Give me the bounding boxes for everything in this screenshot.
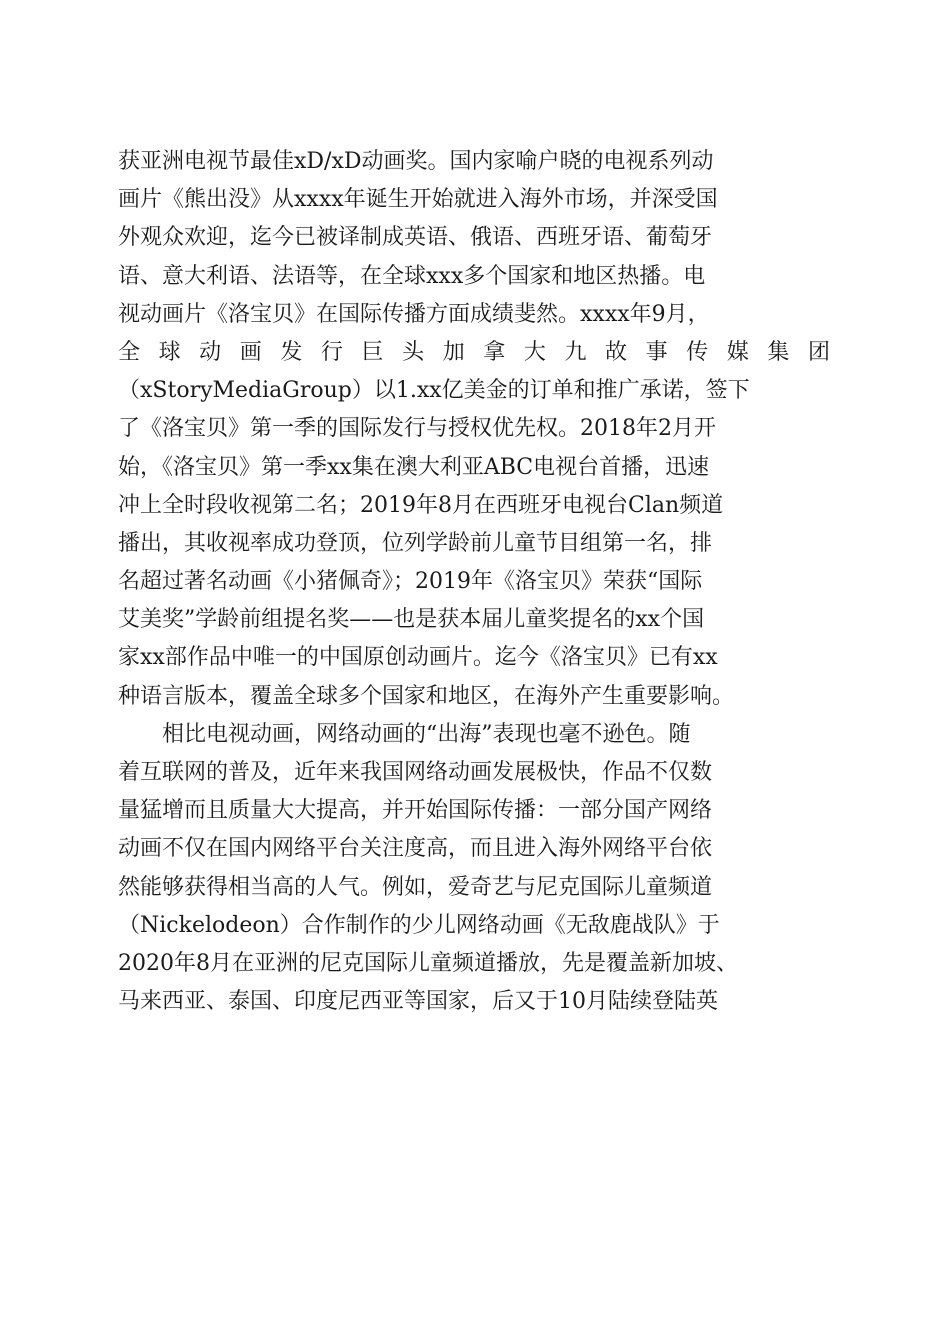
body-text — [118, 143, 830, 1021]
paragraph-2 — [118, 716, 830, 1022]
text-line: 外观众欢迎，迄今已被译制成英语、俄语、西班牙语、葡萄牙 — [118, 225, 713, 251]
text-line: 马来西亚、泰国、印度尼西亚等国家，后又于10月陆续登陆英 — [118, 989, 718, 1015]
text-line: 名超过著名动画《小猪佩奇》；2019年《洛宝贝》荣获“国际 — [118, 569, 703, 595]
text-line: 艾美奖”学龄前组提名奖——也是获本届儿童奖提名的xx个国 — [118, 607, 705, 633]
paragraph-1 — [118, 143, 830, 716]
text-line: 播出，其收视率成功登顶，位列学龄前儿童节目组第一名，排 — [118, 530, 713, 556]
text-line: 语、意大利语、法语等，在全球xxx多个国家和地区热播。电 — [118, 263, 706, 289]
text-line-indented: 相比电视动画，网络动画的“出海”表现也毫不逊色。随 — [162, 721, 691, 747]
text-line: 了《洛宝贝》第一季的国际发行与授权优先权。2018年2月开 — [118, 416, 716, 442]
text-line: 家xx部作品中唯一的中国原创动画片。迄今《洛宝贝》已有xx — [118, 645, 718, 671]
text-line: 动画不仅在国内网络平台关注度高，而且进入海外网络平台依 — [118, 836, 713, 862]
text-line: （Nickelodeon）合作制作的少儿网络动画《无敌鹿战队》于 — [118, 912, 720, 938]
text-line: 始，《洛宝贝》第一季xx集在澳大利亚ABC电视台首播，迅速 — [118, 454, 710, 480]
text-line: 种语言版本，覆盖全球多个国家和地区，在海外产生重要影响。 — [118, 683, 735, 709]
text-line: 视动画片《洛宝贝》在国际传播方面成绩斐然。xxxx年9月， — [118, 301, 710, 327]
text-line: 2020年8月在亚洲的尼克国际儿童频道播放，先是覆盖新加坡、 — [118, 950, 738, 976]
text-line: 量猛增而且质量大大提高，并开始国际传播：一部分国产网络 — [118, 798, 713, 824]
text-line: 画片《熊出没》从xxxx年诞生开始就进入海外市场，并深受国 — [118, 187, 718, 213]
text-line: （xStoryMediaGroup）以1.xx亿美金的订单和推广承诺，签下 — [118, 378, 750, 404]
text-line: 冲上全时段收视第二名；2019年8月在西班牙电视台Clan频道 — [118, 492, 724, 518]
text-line-justified: 全球动画发行巨头加拿大九故事传媒集团 — [118, 339, 830, 365]
text-line: 然能够获得相当高的人气。例如，爱奇艺与尼克国际儿童频道 — [118, 874, 713, 900]
text-line: 着互联网的普及，近年来我国网络动画发展极快，作品不仅数 — [118, 760, 713, 785]
text-line: 获亚洲电视节最佳xD/xD动画奖。国内家喻户晓的电视系列动 — [118, 149, 714, 174]
